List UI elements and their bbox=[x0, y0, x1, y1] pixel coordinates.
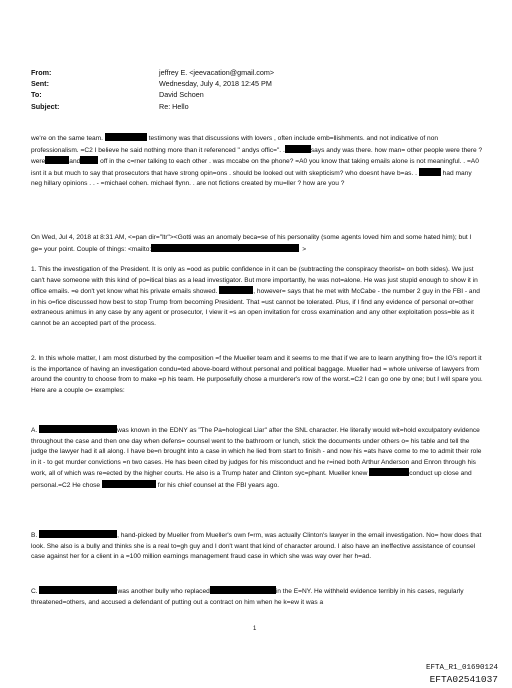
bates-number-large: EFTA02541037 bbox=[429, 674, 498, 685]
header-row-to bbox=[31, 89, 471, 100]
redaction-box bbox=[419, 168, 441, 176]
redaction-box bbox=[369, 468, 409, 476]
quoted-intro-paragraph bbox=[31, 233, 483, 255]
point-two-paragraph bbox=[31, 354, 483, 396]
redaction-box bbox=[39, 530, 117, 538]
quoted-intro-text: On Wed, Jul 4, 2018 at 8:31 AM, <=pan dir="ltr"><Gotti was an anomaly beca=se of his personality (some agents loved him and some hated him); but I ge= your point. Couple of things: <mailto: > bbox=[31, 234, 472, 253]
from-label: From: bbox=[31, 68, 52, 77]
subject-label: Subject: bbox=[31, 101, 60, 111]
example-b-text: B. , hand-picked by Mueller from Mueller's own f=rm, was actually Clinton's lawyer in the email investigation. No= how does that look. She also is a bully and thinks she is a real to=gh guy and I don't want that kind of character around. I also have an ineffective assistance of counsel case against her for a client in a =100 million earnings management fraud case in which she was way over her h=ad. bbox=[31, 532, 482, 561]
redaction-box bbox=[105, 133, 147, 141]
header-row-from bbox=[31, 67, 471, 78]
point-one-paragraph bbox=[31, 265, 483, 330]
to-label: To: bbox=[31, 90, 42, 100]
example-a-paragraph bbox=[31, 425, 483, 492]
bates-number-small: EFTA_R1_01690124 bbox=[425, 664, 498, 672]
email-header-block bbox=[31, 67, 471, 112]
sent-label: Sent: bbox=[31, 79, 49, 89]
sent-value: Wednesday, July 4, 2018 12:45 PM bbox=[159, 79, 272, 89]
reply-paragraph bbox=[31, 133, 483, 190]
redaction-box bbox=[219, 286, 253, 294]
example-c-text: C. was another bully who replaced in the E=NY. He withheld evidence terribly in his cases, regularly threatened=others, and accused a defendant of putting out a contract on him when he k=ew it was a bbox=[31, 588, 464, 606]
point-one-text: 1. This the investigation of the President. It is only as =ood as public confidence in it can be (subtracting the conspiracy theorist= on both sides). We just can't have someone with this kind of po=itical bias as a lead investigator. But more importantly, he was not=alone. He was just stupid enough to show it in office emails. =e don't yet know what his private emails showed. , however= says that he met with McCabe - the number 2 guy in the FBI - and in his o=fice discussed how best to stop Trump from becoming President. That =ust cannot be tolerated. Plus, if I find any evidence of personal or=other extraneous animus in any case by any agent or prosecutor, I view it =s an open invitation for cross examination and any other exploitation poss=ble as it cannot be an accepted part of the process. bbox=[31, 266, 480, 327]
header-row-subject bbox=[31, 101, 471, 112]
redaction-box bbox=[285, 145, 311, 153]
example-c-paragraph bbox=[31, 586, 483, 608]
redaction-box bbox=[80, 156, 98, 164]
reply-text: we're on the same team. testimony was that discussions with lovers , often include emb=llishments. and not indicative of non professionalism. =C2 I believe he said nothing more than it referenced " andys offic=". . says andy was there. how man= other people were there ? were and off in the c=rner talking to each other . was mccabe on the phone? =A0 you know that taking emails alone is not meaningful. . =A0 isnt it a but much to say that prosecutors that have strong opin=ons . should be looked out with skepticism? who doesnt have b=as. . had many neg hillary opinions . . - =michael cohen. michael flynn. . are not fictions created by mu=ller ? how are you ? bbox=[31, 135, 483, 188]
page-number: 1 bbox=[253, 626, 257, 632]
redaction-box bbox=[45, 156, 69, 164]
redaction-box bbox=[102, 480, 156, 488]
redaction-box bbox=[39, 586, 117, 594]
redaction-box bbox=[210, 586, 276, 594]
redaction-box bbox=[39, 425, 117, 433]
header-row-sent bbox=[31, 78, 471, 89]
example-b-paragraph bbox=[31, 530, 483, 563]
point-two-text: 2. In this whole matter, I am most disturbed by the composition =f the Mueller team and it seems to me that if we are to learn anything fro= the IG's report it is the importance of having an investigation condu=ted above-board without personal and political baggage. Mueller had = whole universe of lawyers from around the country to choose from to make =p his team. He purposefully chose a murderer's row of the worst.=C2 I can go one by one; but I will spare you. Here are a couple o= examples: bbox=[31, 355, 483, 394]
from-value: jeffrey E. <jeevacation@gmail.com> bbox=[159, 68, 275, 77]
redaction-box bbox=[151, 244, 299, 252]
example-a-text: A. was known in the EDNY as "The Pa=hological Liar" after the SNL character. He literally would wit=hold exculpatory evidence throughout the case and then one day when defens= counsel went to the bathroom or lunch, stick the documents under others o= his table and tell the judge the lawyer had it all along. I have be=n brought into a case in which he lied from start to finish - and now his =ats have come to me to admit their role in it - to get murder convictions =n two cases. He has been cited by judges for his misconduct and he r=ined both Arthur Anderson and Enron through his work, all of which was re=ected by the higher courts. He also is a Trump hater and Clinton syc=phant. Mueller knew conduct up close and personal.=C2 He chose for his chief counsel at the FBI years ago. bbox=[31, 427, 482, 489]
to-value: David Schoen bbox=[159, 90, 204, 100]
subject-value: Re: Hello bbox=[159, 101, 189, 111]
